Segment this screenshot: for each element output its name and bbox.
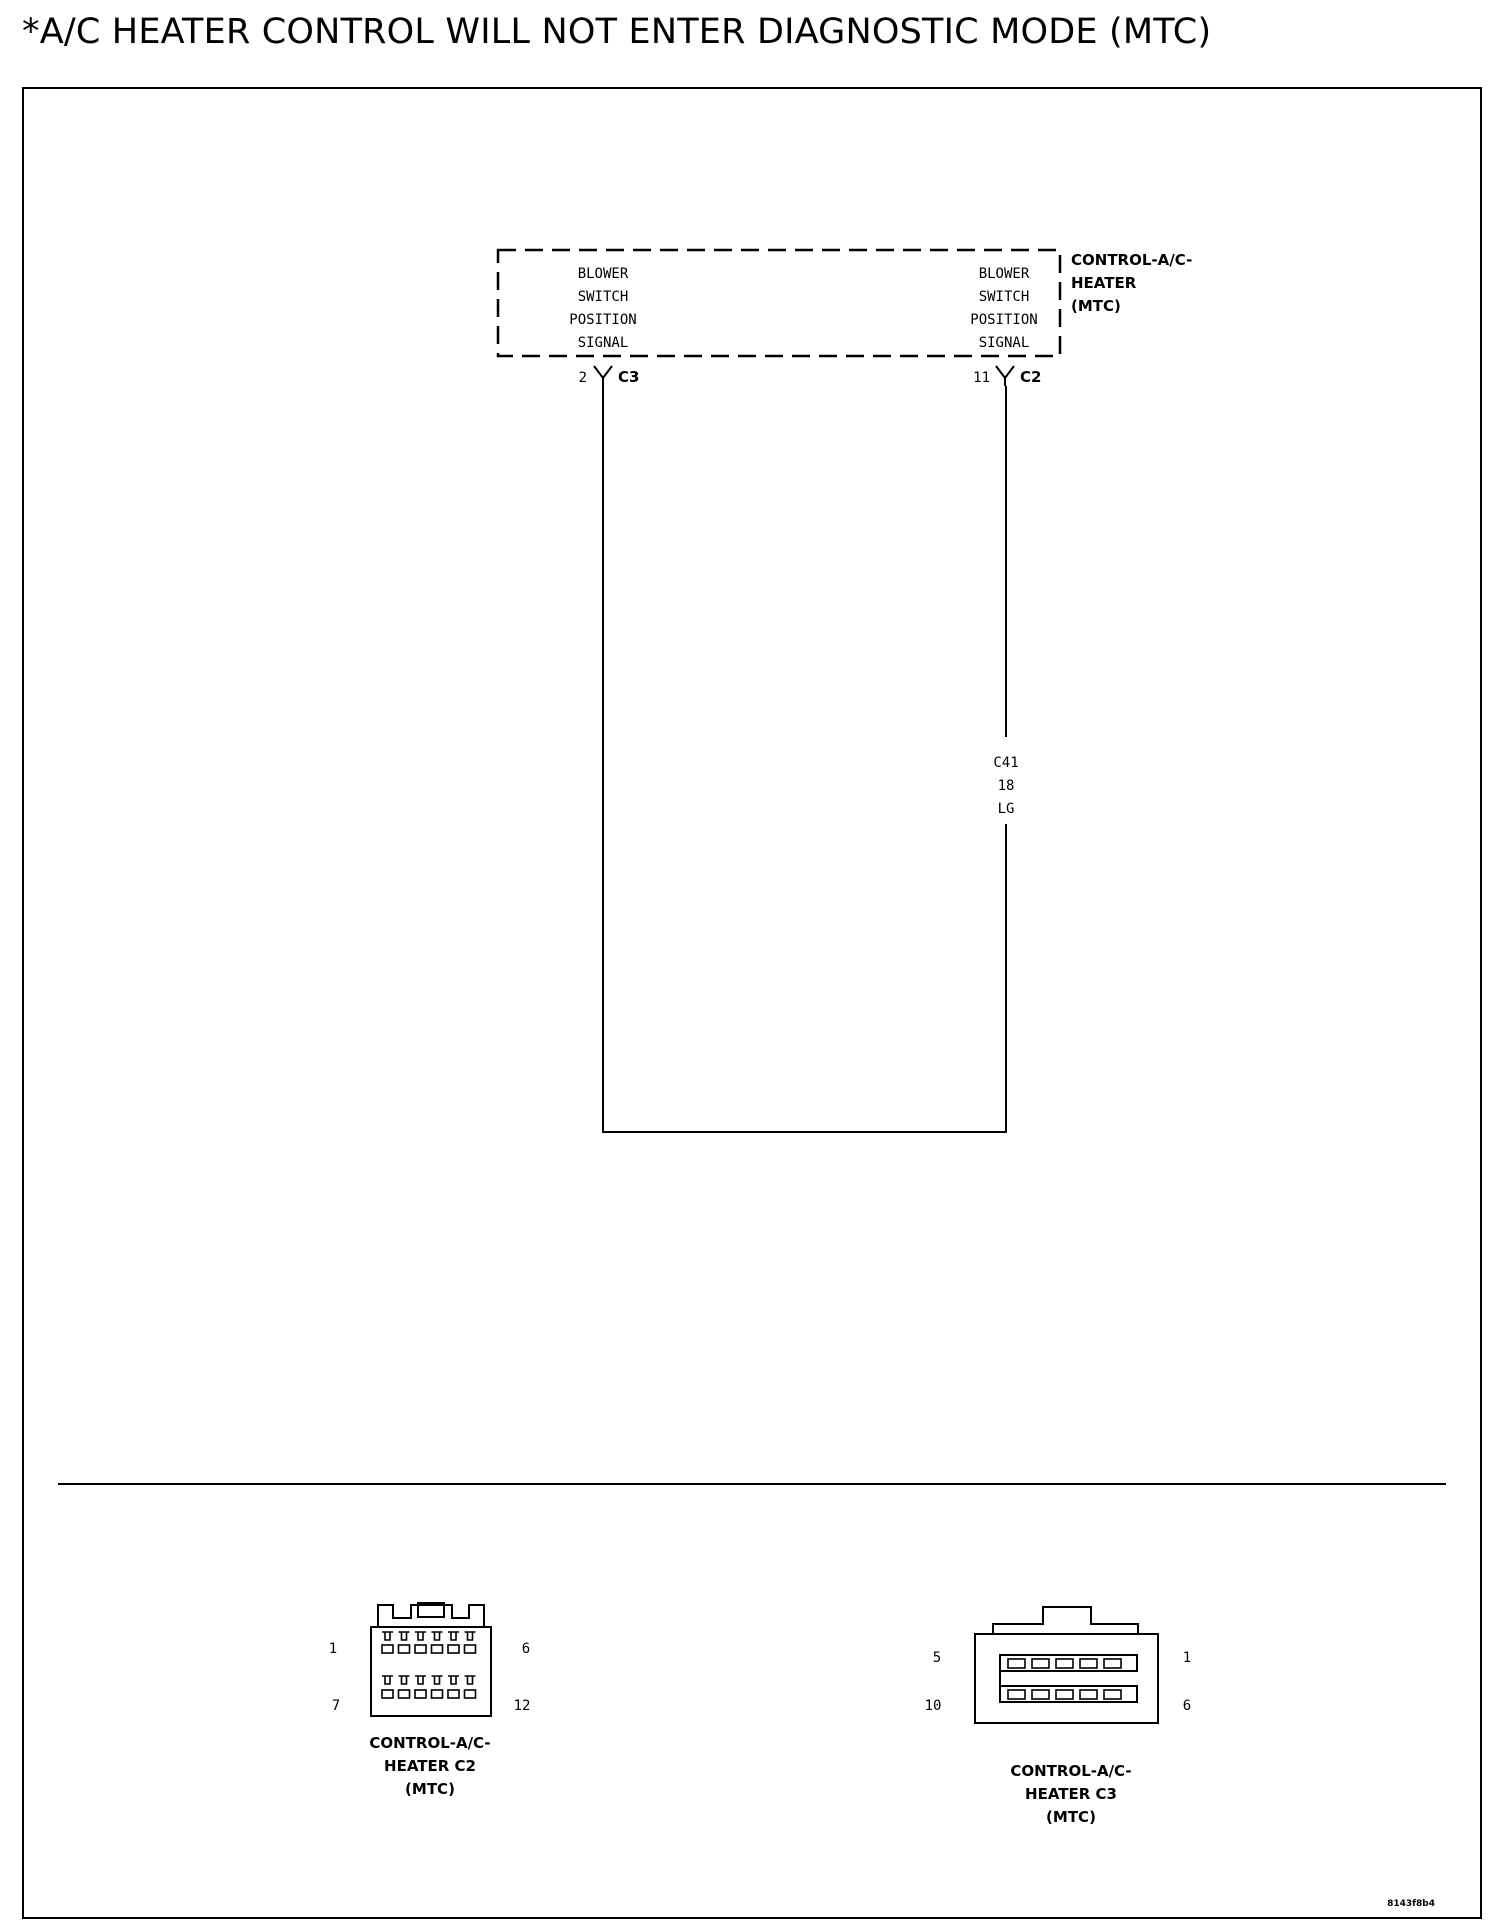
c2-cavity: [415, 1645, 426, 1653]
right-pin-number: 11: [973, 370, 990, 386]
left-pin-number: 2: [578, 370, 587, 386]
c2-cavity-latch: [399, 1676, 410, 1684]
wire-c41: [603, 386, 1006, 1132]
wire-circuit-label: C41: [993, 755, 1019, 771]
c2-cavity-latch: [465, 1676, 476, 1684]
right-signal-line-3: POSITION: [970, 312, 1038, 328]
c2-cavity-latch: [415, 1676, 426, 1684]
c3-cavity: [1008, 1690, 1025, 1699]
c2-cavity-latch: [448, 1632, 459, 1640]
left-connector-id: C3: [618, 368, 640, 386]
c2-cavity: [415, 1690, 426, 1698]
c2-pin-1: 1: [328, 1641, 338, 1657]
c2-cavity: [382, 1690, 393, 1698]
c3-pin-6: 6: [1182, 1698, 1192, 1714]
right-signal-line-2: SWITCH: [978, 289, 1030, 305]
right-signal-line-4: SIGNAL: [978, 335, 1030, 351]
right-signal-line-1: BLOWER: [978, 266, 1030, 282]
c3-label-line-1: CONTROL-A/C-: [1010, 1762, 1132, 1780]
c3-cavity: [1008, 1659, 1025, 1668]
module-name-line-1: CONTROL-A/C-: [1071, 251, 1193, 269]
left-signal-line-3: POSITION: [569, 312, 637, 328]
diagram-frame: [23, 88, 1481, 1918]
c2-pin-7: 7: [331, 1698, 341, 1714]
c3-cavity: [1080, 1690, 1097, 1699]
c2-label-line-3: (MTC): [405, 1780, 455, 1798]
c2-cavity-latch: [415, 1632, 426, 1640]
c2-cavity: [448, 1690, 459, 1698]
c2-cavity-latch: [432, 1676, 443, 1684]
c3-cavity: [1056, 1690, 1073, 1699]
wire-gauge-label: 18: [997, 778, 1015, 794]
c3-pin-1: 1: [1182, 1650, 1192, 1666]
c2-cavity: [432, 1690, 443, 1698]
c2-cavity-latch: [399, 1632, 410, 1640]
c2-cavity-latch: [448, 1676, 459, 1684]
module-name-line-2: HEATER: [1071, 274, 1137, 292]
module-name-line-3: (MTC): [1071, 297, 1121, 315]
page-title: *A/C HEATER CONTROL WILL NOT ENTER DIAGNOSTIC MODE (MTC): [22, 12, 1212, 52]
c3-cavity: [1032, 1659, 1049, 1668]
c2-cavity: [465, 1690, 476, 1698]
c2-pin-12: 12: [513, 1698, 531, 1714]
c3-pin-10: 10: [924, 1698, 942, 1714]
c3-cavity: [1104, 1690, 1121, 1699]
connector-c2-view: [371, 1603, 491, 1716]
c2-cavity: [399, 1690, 410, 1698]
c2-cavity: [382, 1645, 393, 1653]
c2-cavity: [465, 1645, 476, 1653]
c2-cavity-latch: [432, 1632, 443, 1640]
left-signal-line-1: BLOWER: [577, 266, 629, 282]
c3-cavity: [1056, 1659, 1073, 1668]
c2-label-line-1: CONTROL-A/C-: [369, 1734, 491, 1752]
connector-c3-view: [975, 1607, 1158, 1723]
figure-id: 8143f8b4: [1387, 1899, 1435, 1909]
c3-pin-5: 5: [932, 1650, 942, 1666]
c3-cavity: [1104, 1659, 1121, 1668]
c2-cavity: [448, 1645, 459, 1653]
c2-cavity-latch: [382, 1632, 393, 1640]
c2-label-line-2: HEATER C2: [384, 1757, 476, 1775]
c2-cavity: [399, 1645, 410, 1653]
left-signal-line-4: SIGNAL: [577, 335, 629, 351]
wire-color-label: LG: [997, 801, 1015, 817]
c2-cavity-latch: [465, 1632, 476, 1640]
c2-cavity: [432, 1645, 443, 1653]
right-connector-id: C2: [1020, 368, 1042, 386]
c3-cavity: [1032, 1690, 1049, 1699]
right-terminal-icon: [996, 366, 1014, 386]
c3-label-line-3: (MTC): [1046, 1808, 1096, 1826]
left-terminal-icon: [594, 366, 612, 386]
c2-pin-6: 6: [521, 1641, 531, 1657]
c3-cavity: [1080, 1659, 1097, 1668]
c2-cavity-latch: [382, 1676, 393, 1684]
c3-label-line-2: HEATER C3: [1025, 1785, 1117, 1803]
left-signal-line-2: SWITCH: [577, 289, 629, 305]
